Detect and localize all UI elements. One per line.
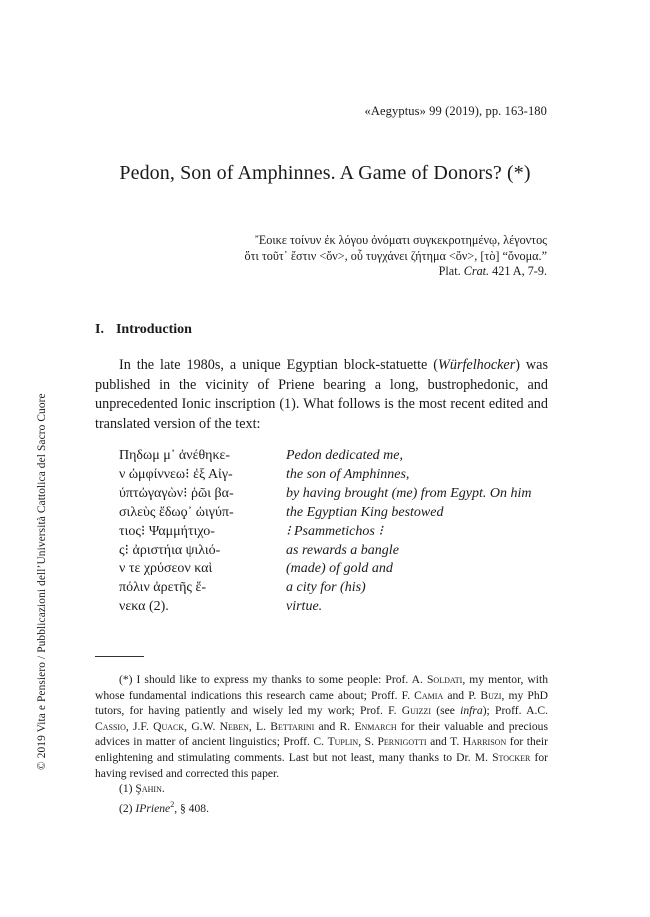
- epigraph-line-1: Ἔοικε τοίνυν ἐκ λόγου ὀνόματι συγκεκροτημένῳ, λέγοντος: [255, 233, 547, 247]
- translation-line: (made) of gold and: [286, 561, 393, 577]
- inscription-line: τιος⁝ Ψαμμήτιχο-: [119, 523, 215, 539]
- article-title: Pedon, Son of Amphinnes. A Game of Donors? (*): [119, 162, 531, 184]
- fn-text: for having revised and corrected this paper.: [95, 750, 548, 780]
- footnote-1: [95, 781, 548, 797]
- fn-text: , § 408.: [174, 801, 209, 815]
- fn-number: (1): [119, 782, 136, 796]
- footnote-acknowledgements: [95, 672, 548, 781]
- translation-line: a city for (his): [286, 580, 366, 596]
- inscription-line: ν τε χρύσεον καὶ: [119, 561, 213, 577]
- intro-text-1: In the late 1980s, a unique Egyptian block-statuette (: [119, 357, 439, 373]
- footnote-rule: [95, 656, 144, 657]
- epigraph-source-work: Crat.: [463, 264, 490, 278]
- translation-line: by having brought (me) from Egypt. On him: [286, 485, 532, 501]
- fn-text: , G.W.: [184, 719, 220, 733]
- inscription-line: νεκα (2).: [119, 599, 169, 615]
- fn-text: , my mentor, with whose fundamental indications this research came about; Proff. F.: [95, 673, 548, 702]
- fn-name: Enmarch: [354, 719, 397, 733]
- fn-text: , J.F.: [125, 719, 154, 733]
- greek-inscription: [119, 447, 234, 617]
- translation-line: ⁝ Psammetichos ⁝: [286, 523, 383, 539]
- epigraph-source-author: Plat.: [438, 264, 464, 278]
- fn-name: Buzi: [480, 688, 502, 702]
- intro-term: Würfelhocker: [438, 357, 516, 373]
- section-heading: [95, 322, 192, 338]
- inscription-line: ν ὠμφίννεω⁝ ἐξ Αἰγ-: [119, 466, 233, 482]
- english-translation: [286, 447, 531, 617]
- fn-text: (*) I should like to express my thanks to some people: Prof. A.: [119, 673, 427, 686]
- fn-italic: infra: [460, 704, 483, 718]
- journal-reference: «Aegyptus» 99 (2019), pp. 163-180: [364, 104, 547, 118]
- section-title: Introduction: [115, 322, 192, 337]
- fn-name: Bettarini: [270, 719, 315, 733]
- fn-name: Şahin: [135, 782, 162, 796]
- section-number: I.: [95, 322, 104, 337]
- fn-text: for their valuable and precious advices in matter of ancient linguistics; Proff. C.: [95, 719, 548, 749]
- translation-line: Pedon dedicated me,: [286, 448, 404, 463]
- fn-text: , S.: [358, 735, 378, 749]
- fn-text: , L.: [248, 719, 271, 733]
- fn-text: .: [161, 782, 165, 796]
- epigraph-source-locus: 421 A, 7-9.: [489, 264, 547, 278]
- inscription-line: Πηδωμ μ᾽ ἀνέθηκε-: [119, 448, 231, 463]
- intro-paragraph: [95, 356, 548, 434]
- fn-name: Harrison: [462, 735, 507, 749]
- footnote-2: [95, 797, 548, 816]
- copyright-side-text: © 2019 Vita e Pensiero / Pubblicazioni dell’Università Cattolica del Sacro Cuore: [36, 393, 48, 770]
- inscription-line: σιλεὺς ἔδωϙ᾽ ὠιγύπ-: [119, 504, 234, 520]
- epigraph: [147, 233, 547, 280]
- inscription-line: ύπτὠγαγὼν⁝ ῥῶι βα-: [119, 485, 234, 501]
- epigraph-line-2: ὅτι τοῦτ᾽ ἔστιν <ὄν>, οὗ τυγχάνει ζήτημα <ὄν>, [τὸ] “ὄνομα.”: [244, 248, 547, 263]
- intro-text-2: ) was published in the vicinity of Priene bearing a long, bustrophedonic, and unprecedented Ionic inscription (1). What follows is the most recent edited and translated version of the text:: [95, 357, 548, 432]
- fn-italic: IPriene: [135, 801, 171, 815]
- fn-name: Soldati: [426, 673, 463, 686]
- fn-superscript: 2: [170, 799, 175, 809]
- fn-name: Quack: [153, 719, 185, 733]
- fn-text: ); Proff. A.C.: [482, 704, 548, 718]
- fn-name: Stocker: [492, 750, 531, 764]
- fn-text: for their enlightening and stimulating comments. Last but not least, many thanks to Dr. M.: [95, 735, 548, 764]
- inscription-line: πόλιν ἀρετῆς ἕ-: [119, 580, 207, 596]
- fn-name: Neben: [219, 719, 249, 733]
- fn-text: and T.: [426, 735, 463, 749]
- fn-name: Guizzi: [401, 704, 431, 718]
- fn-text: (see: [431, 704, 461, 718]
- translation-line: as rewards a bangle: [286, 542, 399, 558]
- fn-text: and P.: [443, 688, 481, 702]
- inscription-line: ς⁝ ἀριστήια ψιλιό-: [119, 542, 221, 558]
- epigraph-source: [147, 264, 547, 280]
- fn-text: , my PhD tutors, for having patiently and wisely led my work; Prof. F.: [95, 688, 549, 718]
- translation-line: the son of Amphinnes,: [286, 466, 410, 482]
- fn-name: Cassio: [95, 719, 126, 733]
- fn-name: Tuplin: [327, 735, 359, 749]
- footnotes: [95, 672, 548, 816]
- translation-line: virtue.: [286, 599, 323, 615]
- fn-number: (2): [119, 801, 136, 815]
- fn-text: and R.: [314, 719, 355, 733]
- fn-name: Camia: [414, 688, 444, 702]
- fn-name: Pernigotti: [377, 735, 427, 749]
- translation-line: the Egyptian King bestowed: [286, 504, 444, 520]
